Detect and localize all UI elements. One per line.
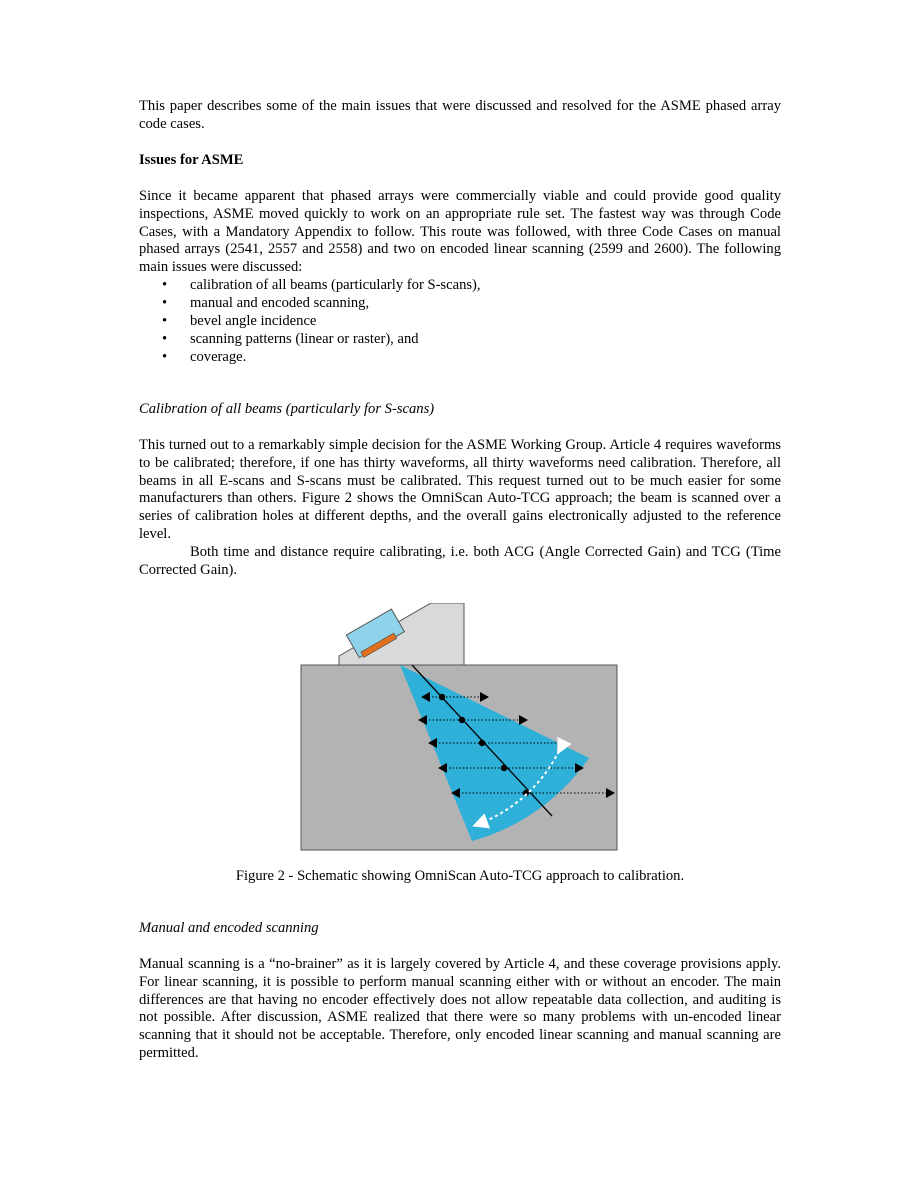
- bullet-icon: •: [162, 330, 168, 347]
- list-item: • bevel angle incidence: [162, 313, 317, 330]
- page-content: [139, 98, 781, 1063]
- bullet-icon: •: [162, 348, 168, 365]
- calibration-hole: [439, 694, 445, 700]
- bullet-icon: •: [162, 295, 168, 312]
- calibration-hole: [479, 740, 485, 746]
- bullet-icon: •: [162, 277, 168, 294]
- list-item: • scanning patterns (linear or raster), and: [162, 330, 419, 347]
- calibration-hole: [501, 765, 507, 771]
- list-item: • coverage.: [162, 348, 247, 365]
- section-heading-scanning: Manual and encoded scanning: [139, 919, 319, 936]
- auto-tcg-schematic: [139, 603, 781, 865]
- issues-list: [139, 277, 781, 367]
- bullet-icon: •: [162, 313, 168, 330]
- figure-2: [139, 603, 781, 865]
- calibration-hole: [459, 717, 465, 723]
- calibration-paragraph-2: Both time and distance require calibrating, i.e. both ACG (Angle Corrected Gain) and TCG (Time Corrected Gain).: [139, 544, 781, 579]
- scanning-paragraph: Manual scanning is a “no-brainer” as it is largely covered by Article 4, and these coverage provisions apply. For linear scanning, it is possible to perform manual scanning either with or without an encoder. The main differences are that having no encoder effectively does not allow repeatable data collection, and auditing is not possible. After discussion, ASME realized that there were so many problems with un-encoded linear scanning that it should not be acceptable. Therefore, only encoded linear scanning and manual scanning are permitted.: [139, 955, 781, 1062]
- section-heading-calibration: Calibration of all beams (particularly for S-scans): [139, 400, 435, 417]
- list-item: • calibration of all beams (particularly for S-scans),: [162, 277, 481, 294]
- section-heading-issues: Issues for ASME: [139, 151, 244, 168]
- intro-paragraph: This paper describes some of the main issues that were discussed and resolved for the ASME phased array code cases.: [139, 98, 781, 132]
- calibration-paragraph-1: This turned out to a remarkably simple decision for the ASME Working Group. Article 4 requires waveforms to be calibrated; therefore, if one has thirty waveforms, all thirty waveforms need calibration. Therefore, all beams in all E-scans and S-scans must be calibrated. This request turned out to be much easier for some manufacturers than others. Figure 2 shows the OmniScan Auto-TCG approach; the beam is scanned over a series of calibration holes at different depths, and the overall gains electronically adjusted to the reference level.: [139, 436, 781, 543]
- issues-paragraph: Since it became apparent that phased arrays were commercially viable and could provide good quality inspections, ASME moved quickly to work on an appropriate rule set. The fastest way was through Code Cases, with a Mandatory Appendix to follow. This route was followed, with three Code Cases on manual phased arrays (2541, 2557 and 2558) and two on encoded linear scanning (2599 and 2600). The following main issues were discussed:: [139, 187, 781, 276]
- list-item: • manual and encoded scanning,: [162, 295, 370, 312]
- figure-caption: Figure 2 - Schematic showing OmniScan Auto-TCG approach to calibration.: [235, 867, 685, 884]
